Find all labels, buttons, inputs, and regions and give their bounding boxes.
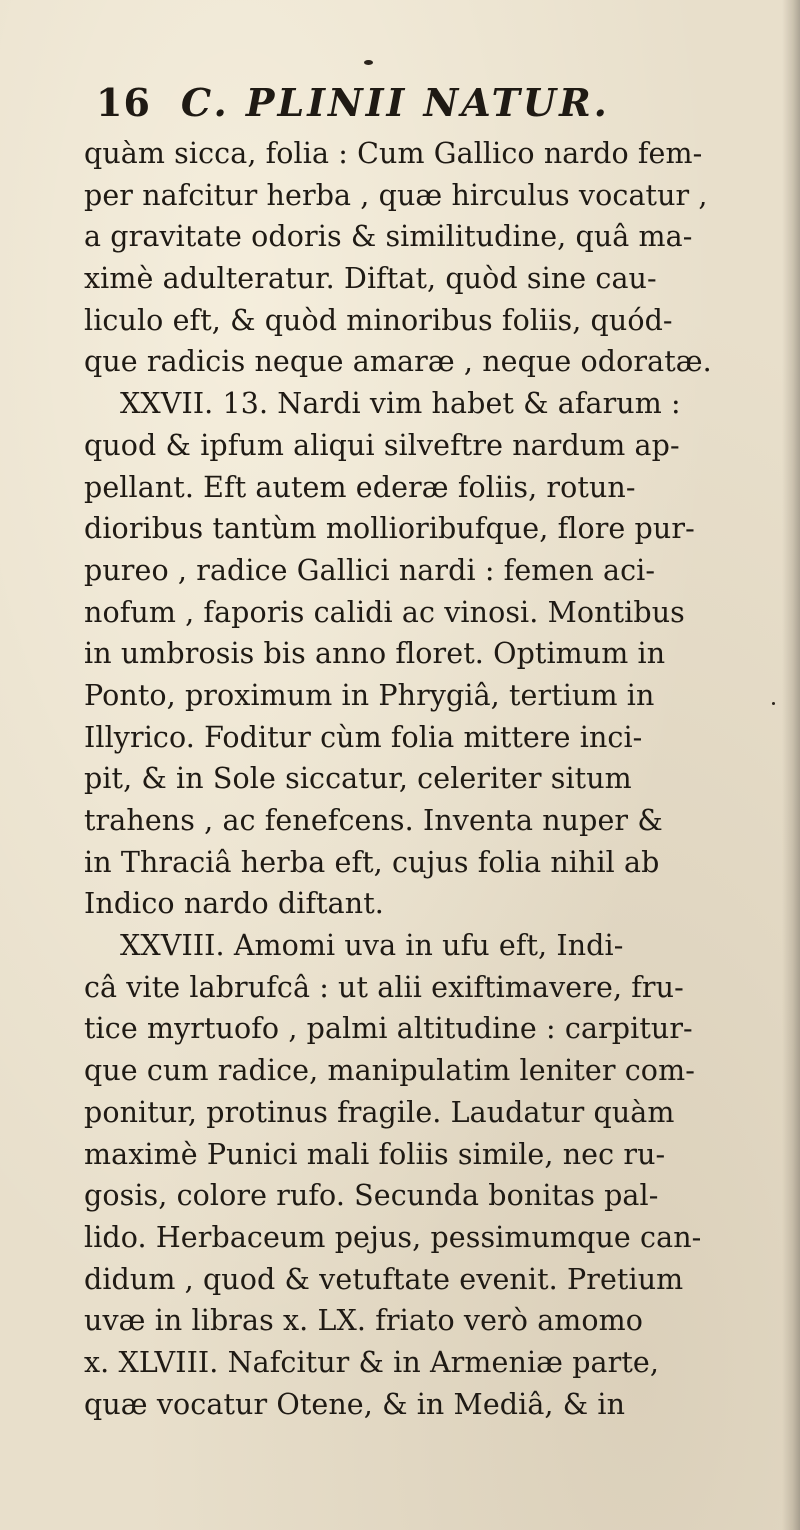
text-line: trahens , ac fenefcens. Inventa nuper & (84, 804, 663, 837)
section-heading-line: XXVIII. Amomi uva in ufu eft, Indi- (120, 929, 624, 963)
text-line: quàm sicca, folia : Cum Gallico nardo fem- (84, 137, 703, 170)
text-line: maximè Punici mali foliis simile, nec ru- (84, 1137, 666, 1171)
text-line: uvæ in libras x. LX. friato verò amomo (84, 1304, 644, 1338)
text-line: pellant. Eft autem ederæ foliis, rotun- (84, 470, 636, 504)
text-line: ponitur, protinus fragile. Laudatur quàm (84, 1095, 675, 1129)
text-line: Ponto, proximum in Phrygiâ, tertium in (84, 678, 655, 712)
text-line: per nafcitur herba , quæ hirculus vocatur , (84, 178, 708, 212)
text-line: dioribus tantùm mollioribufque, flore pur- (84, 512, 695, 546)
body-text (84, 133, 774, 1425)
text-line: quod & ipfum aliqui silveftre nardum ap- (84, 428, 680, 462)
ink-speck (364, 60, 373, 65)
text-line: in Thraciâ herba eft, cujus folia nihil ab (84, 845, 660, 879)
text-line: Indico nardo diftant. (84, 887, 384, 921)
text-line: liculo eft, & quòd minoribus foliis, quód- (84, 303, 673, 337)
text-line: pureo , radice Gallici nardi : femen aci- (84, 553, 656, 587)
text-line: que cum radice, manipulatim leniter com- (84, 1054, 695, 1088)
text-line: câ vite labrufcâ : ut alii exiftimavere, fru- (84, 970, 684, 1004)
text-line: nofum , faporis calidi ac vinosi. Montibus (84, 595, 685, 629)
text-line: que radicis neque amaræ , neque odoratæ. (84, 345, 712, 379)
text-line: gosis, colore rufo. Secunda bonitas pal- (84, 1179, 659, 1213)
text-line: tice myrtuofo , palmi altitudine : carpitur- (84, 1012, 693, 1046)
text-line: in umbrosis bis anno floret. Optimum in (84, 637, 666, 671)
text-line: x. XLVIII. Nafcitur & in Armeniæ parte, (84, 1345, 660, 1379)
text-line: ximè adulteratur. Diftat, quòd sine cau- (84, 262, 657, 296)
text-line: Illyrico. Foditur cùm folia mittere inci- (84, 720, 643, 754)
section-heading-line: XXVII. 13. Nardi vim habet & afarum : (120, 387, 681, 421)
running-title: C. PLINII NATUR. (180, 80, 610, 125)
running-head (96, 80, 696, 126)
page-number: 16 (96, 80, 151, 125)
text-line: quæ vocatur Otene, & in Mediâ, & in (84, 1387, 626, 1421)
text-line: pit, & in Sole siccatur, celeriter situm (84, 762, 632, 796)
text-line: didum , quod & vetuftate evenit. Pretium (84, 1262, 684, 1296)
text-line: lido. Herbaceum pejus, pessimumque can- (84, 1220, 702, 1254)
text-line: a gravitate odoris & similitudine, quâ ma- (84, 220, 693, 254)
page-edge-shadow (782, 0, 800, 1530)
